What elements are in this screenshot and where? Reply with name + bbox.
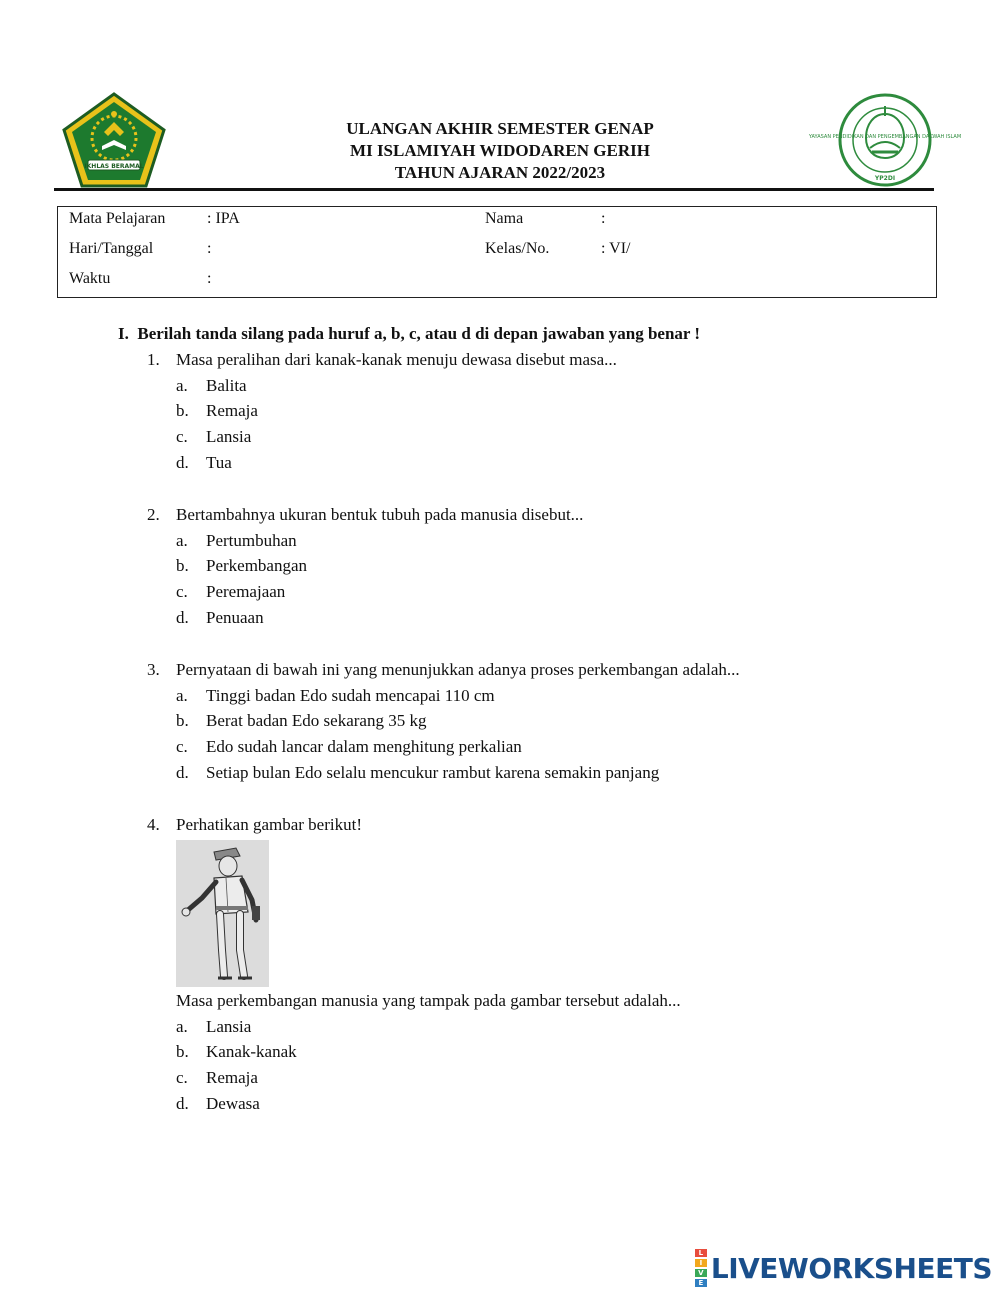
option-text: Tinggi badan Edo sudah mencapai 110 cm (206, 685, 495, 705)
option-letter[interactable]: b. (176, 556, 189, 576)
school-logo-code: YP2DI (874, 175, 896, 182)
option-text: Dewasa (206, 1093, 260, 1113)
day-label: Hari/Tanggal (69, 240, 154, 257)
class-label: Kelas/No. (485, 240, 550, 257)
section-instruction-text: Berilah tanda silang pada huruf a, b, c, atau d di depan jawaban yang benar ! (137, 324, 701, 343)
option-letter[interactable]: c. (176, 582, 188, 602)
day-value[interactable]: : (207, 240, 212, 257)
liveworksheets-watermark (695, 1251, 992, 1285)
class-value[interactable]: : VI/ (601, 240, 631, 257)
name-value[interactable]: : (601, 210, 606, 227)
ministry-logo (60, 92, 168, 188)
option-text: Tua (206, 452, 232, 472)
option-text: Perkembangan (206, 556, 308, 576)
school-name: MI ISLAMIYAH WIDODAREN GERIH (350, 141, 650, 160)
option-letter[interactable]: d. (176, 1093, 189, 1113)
student-info-box (57, 206, 937, 298)
info-row-time (58, 267, 936, 297)
option-text: Lansia (206, 1016, 252, 1036)
school-logo (808, 92, 962, 188)
option-text: Edo sudah lancar dalam menghitung perkalian (206, 737, 522, 757)
liveworksheets-badge-icon (695, 1248, 707, 1288)
option-text: Penuaan (206, 607, 264, 627)
exam-title: ULANGAN AKHIR SEMESTER GENAP (346, 119, 654, 138)
info-row-subject (58, 207, 936, 237)
option-letter[interactable]: c. (176, 737, 188, 757)
section-number: I. (118, 324, 129, 343)
question-text: Perhatikan gambar berikut! (176, 815, 362, 834)
question-text: Pernyataan di bawah ini yang menunjukkan adanya proses perkembangan adalah... (176, 660, 740, 679)
option-text: Remaja (206, 1068, 258, 1088)
option-letter[interactable]: d. (176, 452, 189, 472)
badge-letter: I (695, 1259, 707, 1267)
option-letter[interactable]: b. (176, 711, 189, 731)
subject-label: Mata Pelajaran (69, 210, 166, 227)
option-letter[interactable]: a. (176, 685, 188, 705)
question-number: 1. (147, 350, 160, 369)
badge-letter: V (695, 1269, 707, 1277)
option-text: Balita (206, 375, 247, 395)
option-letter[interactable]: a. (176, 1016, 188, 1036)
option-text: Kanak-kanak (206, 1042, 297, 1062)
option-text: Pertumbuhan (206, 530, 297, 550)
header-titles (200, 118, 800, 184)
option-text: Peremajaan (206, 582, 286, 602)
badge-letter: L (695, 1249, 707, 1257)
uniformed-man-illustration (176, 840, 269, 987)
info-row-day (58, 237, 936, 267)
question-text: Bertambahnya ukuran bentuk tubuh pada manusia disebut... (176, 505, 584, 524)
time-value[interactable]: : (207, 270, 212, 287)
option-text: Setiap bulan Edo selalu mencukur rambut karena semakin panjang (206, 762, 660, 782)
question-number: 4. (147, 815, 160, 834)
question-subtext: Masa perkembangan manusia yang tampak pada gambar tersebut adalah... (176, 991, 681, 1010)
option-letter[interactable]: a. (176, 375, 188, 395)
option-text: Lansia (206, 427, 252, 447)
question-text: Masa peralihan dari kanak-kanak menuju dewasa disebut masa... (176, 350, 617, 369)
option-letter[interactable]: b. (176, 1042, 189, 1062)
time-label: Waktu (69, 270, 111, 287)
school-logo-name: YAYASAN PENDIDIKAN DAN PENGEMBANGAN DAKWAH ISLAM (808, 134, 962, 140)
question-number: 3. (147, 660, 160, 679)
option-letter[interactable]: c. (176, 427, 188, 447)
option-letter[interactable]: a. (176, 530, 188, 550)
section-instruction (118, 322, 700, 346)
option-letter[interactable]: b. (176, 401, 189, 421)
ministry-logo-motto: IKHLAS BERAMAL (84, 163, 144, 170)
option-text: Remaja (206, 401, 258, 421)
badge-letter: E (695, 1279, 707, 1287)
header-divider (54, 188, 934, 191)
liveworksheets-wordmark: LIVEWORKSHEETS (710, 1251, 992, 1285)
question-number: 2. (147, 505, 160, 524)
name-label: Nama (485, 210, 524, 227)
option-letter[interactable]: c. (176, 1068, 188, 1088)
option-letter[interactable]: d. (176, 607, 189, 627)
academic-year: TAHUN AJARAN 2022/2023 (394, 163, 606, 182)
option-text: Berat badan Edo sekarang 35 kg (206, 711, 427, 731)
subject-value: : IPA (207, 210, 240, 227)
option-letter[interactable]: d. (176, 762, 189, 782)
